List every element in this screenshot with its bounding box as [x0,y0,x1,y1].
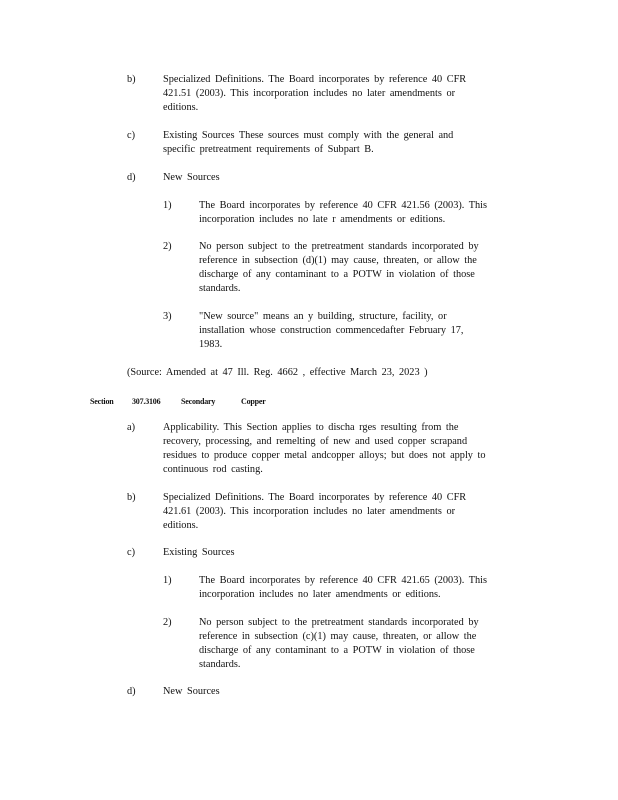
section-word: Section [90,397,114,406]
paragraph-line: New Sources [163,172,220,183]
paragraph-line: The Board incorporates by reference 40 CFR 421.56 (2003). This [199,200,488,211]
item-label: d) [127,172,136,183]
paragraph-line: continuous rod casting. [163,464,263,475]
paragraph-line: 421.51 (2003). This incorporation includes no later amendments or [163,88,456,99]
paragraph-line: 421.61 (2003). This incorporation includes no later amendments or [163,506,456,517]
subitem-label: 3) [163,311,172,322]
paragraph-line: "New source" means an y building, structure, facility, or [199,311,447,322]
subitem-label: 1) [163,575,172,586]
paragraph-line: residues to produce copper metal andcopper alloys; but does not apply to [163,450,486,461]
paragraph-line: installation whose construction commencedafter February 17, [199,325,464,336]
paragraph-line: specific pretreatment requirements of Subpart B. [163,144,374,155]
paragraph-line: reference in subsection (c)(1) may cause, threaten, or allow the [199,631,477,642]
paragraph-line: discharge of any contaminant to a POTW in violation of those [199,269,475,280]
paragraph-line: discharge of any contaminant to a POTW in violation of those [199,645,475,656]
item-label: c) [127,130,135,141]
section-title-part: Copper [241,397,266,406]
paragraph-line: standards. [199,659,241,670]
paragraph-line: No person subject to the pretreatment standards incorporated by [199,241,479,252]
paragraph-line: Specialized Definitions. The Board incorporates by reference 40 CFR [163,74,467,85]
paragraph-line: 1983. [199,339,223,350]
paragraph-line: editions. [163,102,199,113]
paragraph-line: editions. [163,520,199,531]
paragraph-line: incorporation includes no late r amendments or editions. [199,214,446,225]
subitem-label: 1) [163,200,172,211]
paragraph-line: New Sources [163,686,220,697]
item-label: a) [127,422,135,433]
paragraph-line: Existing Sources [163,547,235,558]
paragraph-line: Specialized Definitions. The Board incorporates by reference 40 CFR [163,492,467,503]
paragraph-line: reference in subsection (d)(1) may cause, threaten, or allow the [199,255,477,266]
paragraph-line: Applicability. This Section applies to discha rges resulting from the [163,422,459,433]
section-title-part: Secondary [181,397,216,406]
paragraph-line: recovery, processing, and remelting of new and used copper scrapand [163,436,468,447]
item-label: b) [127,74,136,85]
paragraph-line: The Board incorporates by reference 40 CFR 421.65 (2003). This [199,575,488,586]
item-label: c) [127,547,135,558]
item-label: d) [127,686,136,697]
paragraph-line: standards. [199,283,241,294]
item-label: b) [127,492,136,503]
paragraph-line: Existing Sources These sources must comply with the general and [163,130,454,141]
source-note: (Source: Amended at 47 Ill. Reg. 4662 , effective March 23, 2023 ) [127,367,428,378]
section-number: 307.3106 [132,397,161,406]
subitem-label: 2) [163,617,172,628]
paragraph-line: No person subject to the pretreatment standards incorporated by [199,617,479,628]
subitem-label: 2) [163,241,172,252]
paragraph-line: incorporation includes no later amendments or editions. [199,589,441,600]
